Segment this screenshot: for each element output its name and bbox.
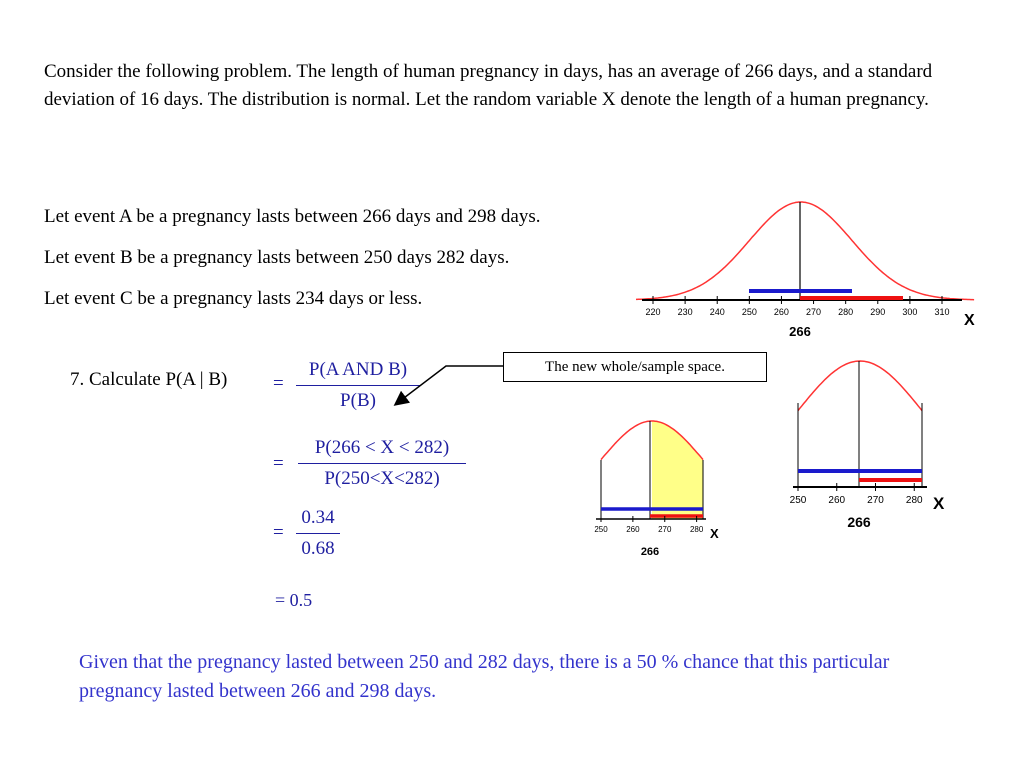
fraction-numerator: 0.34 [301, 507, 335, 528]
shaded-region [652, 421, 703, 519]
tick-label: 260 [828, 495, 846, 506]
mean-label: 266 [640, 546, 660, 558]
fraction-numerator: P(A AND B) [308, 359, 408, 380]
tick-label: 280 [838, 307, 854, 317]
axis-label-x: X [710, 526, 719, 541]
tick-label: 250 [789, 495, 807, 506]
tick-label: 270 [658, 525, 672, 534]
axis-label-x: X [933, 494, 945, 513]
event-a-definition: Let event A be a pregnancy lasts between 266 days and 298 days. [44, 206, 541, 227]
question-label: 7. Calculate P(A | B) [70, 369, 228, 390]
callout-box: The new whole/sample space. [503, 352, 767, 382]
fraction-denominator: 0.68 [301, 538, 335, 559]
fraction-denominator: P(250<X<282) [324, 468, 440, 489]
tick-label: 310 [934, 307, 950, 317]
zoomed-region-graph [785, 355, 955, 535]
tick-label: 290 [870, 307, 886, 317]
event-c-definition: Let event C be a pregnancy lasts 234 days or less. [44, 288, 423, 309]
fraction-numerator: P(266 < X < 282) [314, 437, 450, 458]
mean-label: 266 [789, 324, 811, 339]
tick-label: 240 [709, 307, 725, 317]
mean-label: 266 [847, 514, 871, 530]
normal-curve-graph [636, 190, 976, 340]
tick-label: 230 [677, 307, 693, 317]
tick-label: 250 [741, 307, 757, 317]
final-result: = 0.5 [275, 590, 313, 610]
event-b-definition: Let event B be a pregnancy lasts between 250 days 282 days. [44, 247, 510, 268]
tick-label: 270 [806, 307, 822, 317]
tick-label: 300 [902, 307, 918, 317]
axis-label-x: X [964, 312, 975, 329]
problem-statement: Consider the following problem. The length of human pregnancy in days, has an average of 266 days, and a standard deviation of 16 days. The distribution is normal. Let the random variable X denote the length of a human pregnancy. [44, 61, 933, 110]
equals-sign-2: = [273, 453, 284, 474]
normal-curve [636, 202, 974, 300]
truncated-curve [798, 361, 922, 411]
fraction-denominator: P(B) [340, 390, 376, 411]
equals-sign-1: = [273, 373, 284, 394]
tick-label: 220 [645, 307, 661, 317]
tick-label: 280 [689, 525, 704, 534]
tick-label: 280 [905, 495, 923, 506]
tick-label: 260 [626, 525, 640, 534]
tick-label: 260 [773, 307, 789, 317]
tick-label: 270 [867, 495, 884, 506]
equals-sign-3: = [273, 522, 284, 543]
conclusion-text: Given that the pregnancy lasted between 250 and 282 days, there is a 50 % chance that this particular pregnancy lasted between 266 and 298 days. [79, 651, 890, 702]
tick-label: 250 [594, 525, 608, 534]
conditional-region-graph [586, 415, 726, 560]
